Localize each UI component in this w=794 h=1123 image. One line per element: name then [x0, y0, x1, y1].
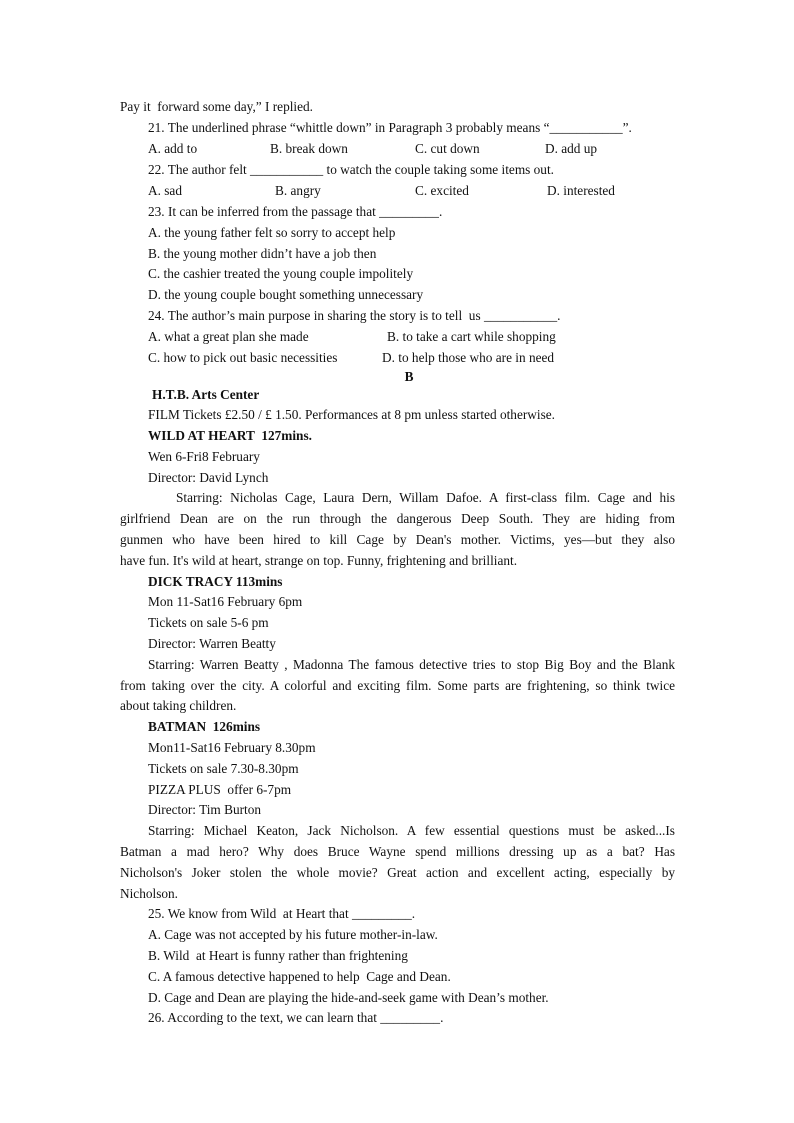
question-24: 24. The author’s main purpose in sharing the story is to tell us ___________. [148, 308, 561, 323]
option-25-a: A. Cage was not accepted by his future mother-in-law. [148, 927, 438, 942]
question-21: 21. The underlined phrase “whittle down” in Paragraph 3 probably means “___________”. [148, 120, 632, 135]
film-description-line: Nicholson. [120, 886, 178, 901]
film-description-line: Starring: Nicholas Cage, Laura Dern, Willam Dafoe. A first-class film. Cage and his [176, 490, 675, 505]
film-description-line: Batman a mad hero? Why does Bruce Wayne spend millions dressing up as a bat? Has [120, 844, 675, 859]
text-line: Pay it forward some day,” I replied. [120, 99, 313, 114]
option-25-c: C. A famous detective happened to help Cage and Dean. [148, 969, 451, 984]
film-description-line: from taking over the city. A colorful and exciting film. Some parts are frightening, so think twice [120, 678, 675, 693]
film-director: Director: Tim Burton [148, 802, 262, 817]
option-22-c: C. excited [415, 183, 469, 198]
option-23-b: B. the young mother didn’t have a job then [148, 246, 377, 261]
film-description-line: Starring: Michael Keaton, Jack Nicholson. A few essential questions must be asked...Is [148, 823, 675, 838]
option-21-a: A. add to [148, 141, 198, 156]
film-dates: Wen 6-Fri8 February [148, 449, 260, 464]
option-23-a: A. the young father felt so sorry to accept help [148, 225, 396, 240]
film-description-line: gunmen who have been hired to kill Cage by Dean's mother. Victims, yes—but they also [120, 532, 675, 547]
option-23-c: C. the cashier treated the young couple impolitely [148, 266, 414, 281]
option-25-b: B. Wild at Heart is funny rather than frightening [148, 948, 408, 963]
film-title-batman: BATMAN 126mins [148, 719, 261, 734]
film-director: Director: David Lynch [148, 470, 269, 485]
film-description-line: girlfriend Dean are on the run through the dangerous Deep South. They are hiding from [120, 511, 675, 526]
film-description-line: Nicholson's Joker stolen the whole movie? Great action and excellent acting, especially by [120, 865, 675, 880]
question-22: 22. The author felt ___________ to watch the couple taking some items out. [148, 162, 554, 177]
film-description-line: Starring: Warren Beatty , Madonna The famous detective tries to stop Big Boy and the Blank [148, 657, 675, 672]
arts-center-title: H.T.B. Arts Center [152, 387, 260, 402]
question-26: 26. According to the text, we can learn that _________. [148, 1010, 444, 1025]
option-24-a: A. what a great plan she made [148, 329, 309, 344]
option-25-d: D. Cage and Dean are playing the hide-and-seek game with Dean’s mother. [148, 990, 549, 1005]
option-21-b: B. break down [270, 141, 348, 156]
film-tickets: Tickets on sale 5-6 pm [148, 615, 269, 630]
film-tickets-note: FILM Tickets £2.50 / £ 1.50. Performances at 8 pm unless started otherwise. [148, 407, 555, 422]
film-offer: PIZZA PLUS offer 6-7pm [148, 782, 292, 797]
option-24-d: D. to help those who are in need [382, 350, 555, 365]
film-dates: Mon 11-Sat16 February 6pm [148, 594, 303, 609]
film-dates: Mon11-Sat16 February 8.30pm [148, 740, 316, 755]
film-tickets: Tickets on sale 7.30-8.30pm [148, 761, 299, 776]
film-description-line: about taking children. [120, 698, 237, 713]
option-21-c: C. cut down [415, 141, 480, 156]
option-22-b: B. angry [275, 183, 321, 198]
option-24-c: C. how to pick out basic necessities [148, 350, 338, 365]
option-23-d: D. the young couple bought something unnecessary [148, 287, 424, 302]
film-title-wild-at-heart: WILD AT HEART 127mins. [148, 428, 312, 443]
question-23: 23. It can be inferred from the passage that _________. [148, 204, 443, 219]
question-25: 25. We know from Wild at Heart that _________. [148, 906, 416, 921]
film-title-dick-tracy: DICK TRACY 113mins [148, 574, 283, 589]
option-22-a: A. sad [148, 183, 182, 198]
section-heading: B [404, 369, 414, 384]
option-21-d: D. add up [545, 141, 598, 156]
film-description-line: have fun. It's wild at heart, strange on top. Funny, frightening and brilliant. [120, 553, 518, 568]
film-director: Director: Warren Beatty [148, 636, 276, 651]
option-22-d: D. interested [547, 183, 615, 198]
option-24-b: B. to take a cart while shopping [387, 329, 556, 344]
